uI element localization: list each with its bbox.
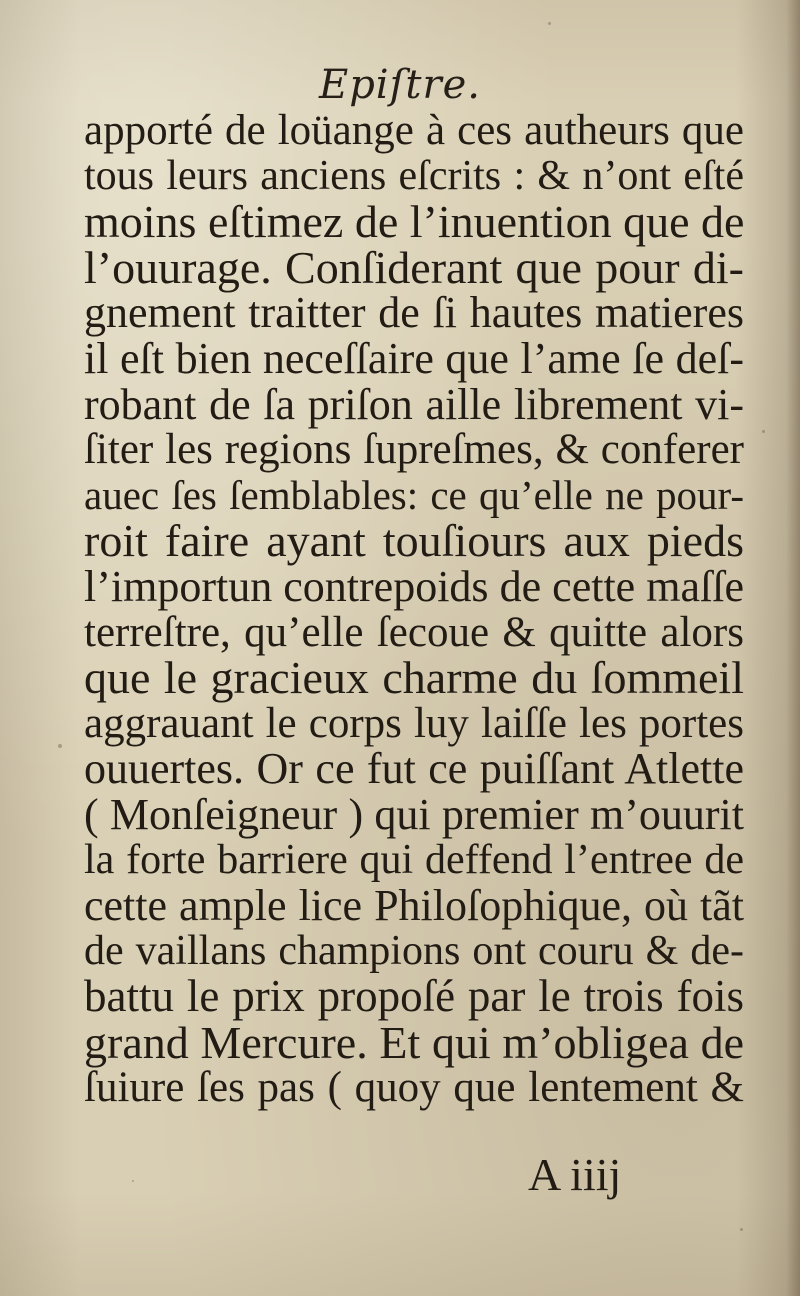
text-line: la forte barriere qui deffend l’entree de [84,836,744,883]
text-line: de vaillans champions ont couru & de- [84,927,744,974]
text-line: tous leurs anciens eſcrits : & n’ont eſté [84,152,744,199]
text-line: ſiter les regions ſupreſmes, & conferer [84,426,744,474]
text-line: ( Monſeigneur ) qui premier m’ouurit [84,789,744,839]
text-line: ouuertes. Or ce fut ce puiſſant Atlette [84,744,744,794]
running-head: Epiſtre. [319,62,481,108]
text-line: cette ample lice Philoſophique, où tãt [84,881,744,931]
text-line: auec ſes ſemblables: ce qu’elle ne pour- [84,471,744,518]
text-line: gnement traitter de ſi hautes matieres [84,288,744,338]
text-line: robant de ſa priſon aille librement vi- [84,379,744,429]
text-line: grand Mercure. Et qui m’obligea de [84,1016,744,1068]
text-line: l’importun contrepoids de cette maſſe [84,561,744,611]
text-line: apporté de loüange à ces autheurs que [84,107,744,154]
text-line: aggrauant le corps luy laiſſe les portes [84,699,744,747]
paper-speck [762,430,765,433]
text-line: que le gracieux charme du ſommeil [84,652,744,704]
signature-mark: A iiij [528,1149,622,1200]
text-line: l’ouurage. Conſiderant que pour di- [84,241,744,293]
text-line: ſuiure ſes pas ( quoy que lentement & [84,1064,744,1112]
paper-speck [58,744,62,748]
text-line: moins eſtimez de l’inuention que de [84,196,745,248]
paper-speck [548,22,551,25]
text-line: battu le prix propoſé par le trois fois [84,971,744,1022]
text-line: il eſt bien neceſſaire que l’ame ſe deſ- [84,333,744,383]
body-text [84,108,744,1111]
page-gutter-shadow [786,0,800,1296]
text-line: roit faire ayant touſiours aux pieds [84,515,744,567]
paper-speck [740,1228,743,1231]
text-line: terreſtre, qu’elle ſecoue & quitte alors [84,608,744,656]
paper-speck [132,1180,134,1182]
